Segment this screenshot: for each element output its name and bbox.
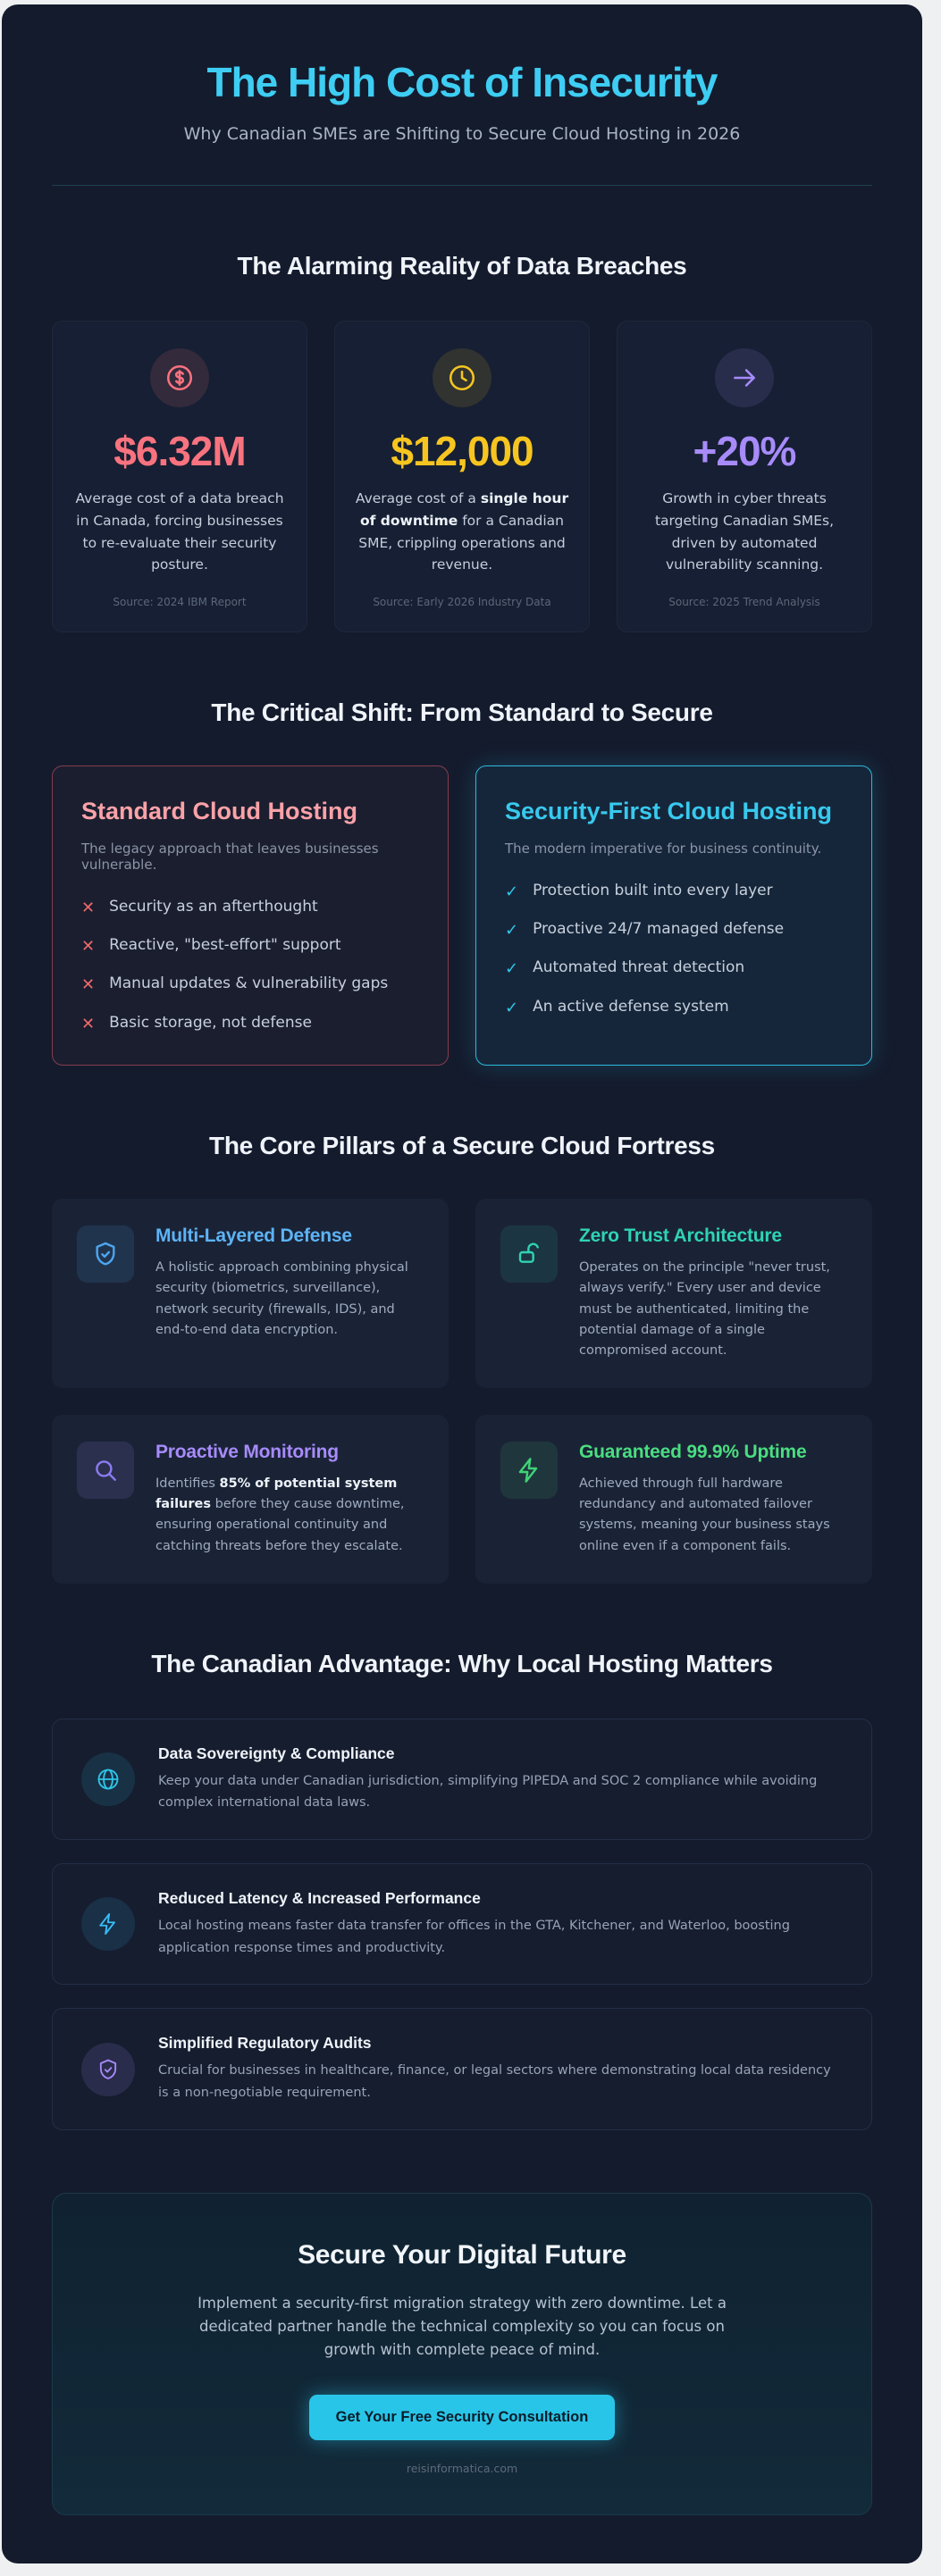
security-first-subtitle: The modern imperative for business continuity. [505,840,822,857]
advantage-content [158,2034,843,2103]
list-item-label: Security as an afterthought [109,897,318,916]
standard-hosting-subtitle: The legacy approach that leaves businesses vulnerable. [81,840,379,873]
pillar-description [155,1474,424,1557]
pillar-desc-bold: 85% of potential system failures [155,1476,398,1512]
section-heading-shift: The Critical Shift: From Standard to Secure [211,698,713,727]
x-icon: ✕ [81,975,96,995]
advantage-list [52,1719,872,2130]
pillar-content [579,1225,847,1361]
list-item-label: Protection built into every layer [533,881,773,899]
check-icon: ✓ [505,959,519,979]
advantage-content [158,1889,843,1959]
section-heading-advantage: The Canadian Advantage: Why Local Hosting Matters [151,1649,773,1677]
check-icon: ✓ [505,998,519,1017]
advantage-title: Data Sovereignty & Compliance [158,1744,395,1762]
list-item [81,974,419,995]
stat-card-breach-cost [52,321,307,632]
stat-description [637,488,852,576]
stat-card-downtime-cost [334,321,590,632]
stat-desc-text: Growth in cyber threats targeting Canadian SMEs, driven by automated vulnerability scanning. [654,490,835,573]
list-item [505,998,843,1018]
list-item-label: Manual updates & vulnerability gaps [109,974,389,993]
comparison-grid [52,765,872,1066]
standard-hosting-title: Standard Cloud Hosting [81,798,357,825]
pillar-description [155,1258,424,1341]
shield-check-icon [81,2043,135,2096]
pillar-content [155,1225,424,1341]
pillar-desc-text: A holistic approach combining physical security (biometrics, surveillance), network security (firewalls, IDS), and end-to-end data encryption. [155,1260,408,1337]
globe-icon [81,1752,135,1806]
stat-desc-text: for a Canadian SME, crippling operations and revenue. [358,512,566,573]
stat-desc-bold: single hour of downtime [360,490,569,529]
pillar-desc-text: Identifies [155,1476,220,1492]
standard-hosting-list [81,898,419,1035]
stat-description [72,488,287,576]
list-item [81,936,419,957]
list-item-label: Basic storage, not defense [109,1013,312,1032]
pillar-title: Zero Trust Architecture [579,1225,782,1247]
advantage-body: Local hosting means faster data transfer for offices in the GTA, Kitchener, and Waterloo, boosting application response times and productivity. [158,1919,790,1955]
list-item-label: Automated threat detection [533,958,745,977]
section-heading-stats: The Alarming Reality of Data Breaches [237,252,687,280]
pillar-title: Proactive Monitoring [155,1442,339,1463]
infographic-page [2,4,922,2563]
list-item [505,920,843,941]
pillar-description [579,1258,847,1361]
security-first-title: Security-First Cloud Hosting [505,798,833,825]
advantage-row-latency [52,1863,872,1985]
pillar-card-multi-layered [52,1199,449,1388]
advantage-body: Crucial for businesses in healthcare, finance, or legal sectors where demonstrating local data residency is a non-negotiable requirement. [158,2063,831,2101]
pillar-title: Multi-Layered Defense [155,1225,352,1247]
list-item [81,1014,419,1034]
stat-value: $12,000 [391,428,534,474]
stat-desc-text: Average cost of a data breach in Canada, forcing businesses to re-evaluate their security posture. [75,490,284,573]
page-subtitle: Why Canadian SMEs are Shifting to Secure Cloud Hosting in 2026 [183,124,741,144]
security-first-card [475,765,872,1066]
bolt-icon [500,1442,558,1499]
stat-desc-text: Average cost of a [355,490,481,506]
section-canadian-advantage [52,1648,872,2130]
check-icon: ✓ [505,920,519,940]
pillar-desc-text: Operates on the principle "never trust, always verify." Every user and device must be authenticated, limiting the potential damage of a single compromised account. [579,1260,830,1358]
pillar-title: Guaranteed 99.9% Uptime [579,1442,807,1463]
pillar-card-zero-trust [475,1199,872,1388]
consultation-button[interactable]: Get Your Free Security Consultation [309,2395,616,2440]
x-icon: ✕ [81,936,96,956]
x-icon: ✕ [81,898,96,917]
list-item-label: Reactive, "best-effort" support [109,935,341,954]
pillar-description [579,1474,847,1557]
cta-body: Implement a security-first migration strategy with zero downtime. Let a dedicated partner handle the technical complexity so you can focus on growth with complete peace of mind. [197,2294,727,2359]
arrow-right-icon [715,348,774,407]
advantage-row-audits [52,2008,872,2129]
list-item-label: An active defense system [533,997,729,1016]
pillar-desc-text: before they cause downtime, ensuring operational continuity and catching threats before they escalate. [155,1497,405,1553]
pillar-content [155,1442,424,1557]
cta-heading: Secure Your Digital Future [298,2239,626,2270]
header [52,51,872,144]
pillar-desc-text: Achieved through full hardware redundancy and automated failover systems, meaning your business stays online even if a component fails. [579,1476,830,1553]
bolt-icon [81,1897,135,1951]
magnifier-icon [77,1442,134,1499]
list-item-label: Proactive 24/7 managed defense [533,919,785,938]
standard-hosting-card [52,765,449,1066]
pillar-content [579,1442,847,1557]
pillar-card-monitoring [52,1415,449,1584]
check-icon: ✓ [505,882,519,901]
advantage-row-sovereignty [52,1719,872,1840]
stat-source: Source: Early 2026 Industry Data [373,596,551,609]
unlock-icon [500,1225,558,1283]
stat-value: $6.32M [113,428,246,474]
pillar-card-uptime [475,1415,872,1584]
stat-card-threat-growth [617,321,872,632]
x-icon: ✕ [81,1014,96,1033]
cta-card [52,2193,872,2515]
clock-icon [433,348,492,407]
shield-check-icon [77,1225,134,1283]
stat-value: +20% [693,428,796,474]
stat-description [355,488,569,576]
list-item [81,898,419,918]
stats-grid [52,321,872,632]
divider [52,185,872,186]
advantage-content [158,1744,843,1814]
list-item [505,882,843,902]
section-heading-pillars: The Core Pillars of a Secure Cloud Fortress [209,1132,715,1160]
website-domain: reisinformatica.com [406,2461,518,2475]
security-first-list [505,882,843,1019]
page-title: The High Cost of Insecurity [206,59,718,105]
advantage-title: Reduced Latency & Increased Performance [158,1889,481,1908]
dollar-circle-icon [150,348,209,407]
section-core-pillars [52,1130,872,1584]
list-item [505,958,843,979]
stat-source: Source: 2025 Trend Analysis [668,596,820,609]
section-critical-shift [52,697,872,1066]
stat-source: Source: 2024 IBM Report [113,596,247,609]
section-data-breaches [52,250,872,632]
pillar-grid [52,1199,872,1584]
advantage-body: Keep your data under Canadian jurisdiction, simplifying PIPEDA and SOC 2 compliance while avoiding complex international data laws. [158,1773,818,1811]
advantage-title: Simplified Regulatory Audits [158,2034,372,2053]
